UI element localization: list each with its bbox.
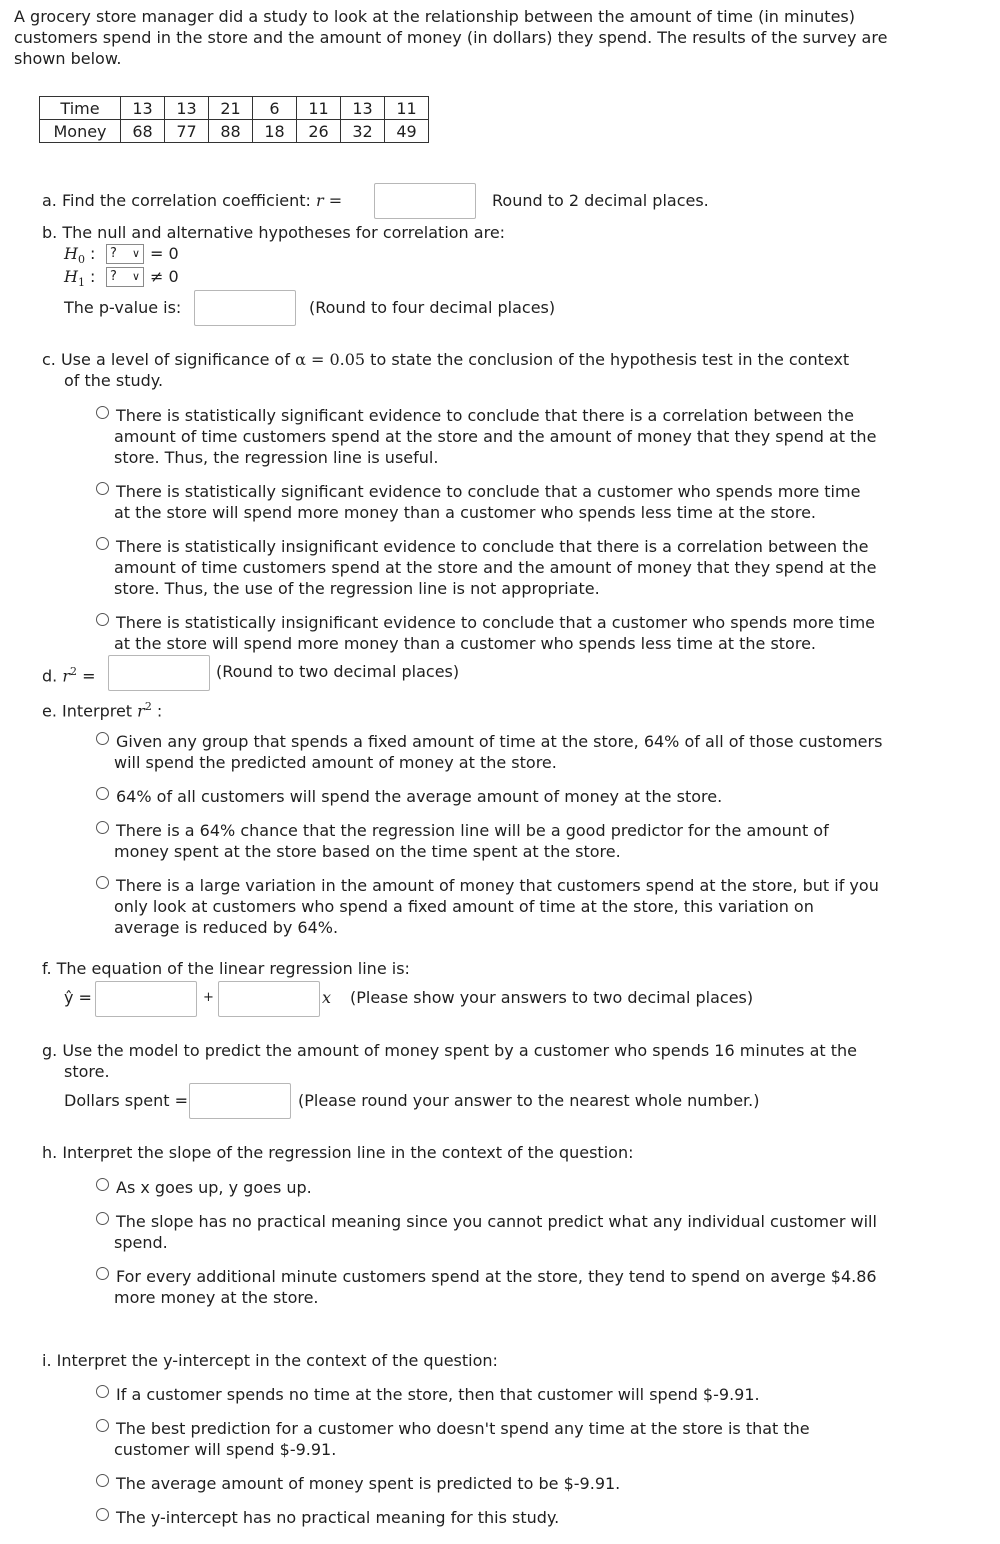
radio-i-4[interactable]	[96, 1508, 109, 1521]
option-e-4[interactable]: There is a large variation in the amount of money that customers spend at the store, but if you only look at customers who spend a fixed amount of time at the store, this variation on average is reduced by 64%.	[114, 876, 879, 937]
time-cell: 21	[209, 97, 253, 120]
time-cell: 11	[297, 97, 341, 120]
chevron-down-icon: ∨	[131, 270, 140, 283]
option-i-4[interactable]: The y-intercept has no practical meaning for this study.	[116, 1508, 560, 1527]
option-i-3[interactable]: The average amount of money spent is predicted to be $-9.91.	[116, 1474, 621, 1493]
part-d-note: (Round to two decimal places)	[216, 662, 460, 681]
option-i-1[interactable]: If a customer spends no time at the store, then that customer will spend $-9.91.	[116, 1385, 760, 1404]
pvalue-note: (Round to four decimal places)	[309, 298, 556, 317]
dollars-label: Dollars spent =	[64, 1091, 189, 1110]
part-d-prompt: d. $r^2$ =	[42, 665, 96, 686]
h1-select[interactable]: ? ∨	[106, 267, 144, 287]
radio-e-3[interactable]	[96, 821, 109, 834]
plus-sign: +	[203, 990, 214, 1005]
pvalue-input[interactable]	[194, 290, 296, 326]
h1-label: $H_1$ :	[64, 267, 96, 290]
part-b-prompt: b. The null and alternative hypotheses for correlation are:	[42, 223, 506, 242]
money-cell: 68	[121, 120, 165, 143]
dollars-input[interactable]	[189, 1083, 291, 1119]
x-variable: x	[322, 988, 332, 1007]
time-cell: 13	[121, 97, 165, 120]
radio-c-2[interactable]	[96, 482, 109, 495]
money-cell: 26	[297, 120, 341, 143]
correlation-input[interactable]	[374, 183, 476, 219]
h0-label: $H_0$ :	[64, 244, 96, 267]
time-cell: 6	[253, 97, 297, 120]
money-cell: 88	[209, 120, 253, 143]
money-cell: 18	[253, 120, 297, 143]
option-c-3[interactable]: There is statistically insignificant evidence to conclude that there is a correlation between the amount of time customers spend at the store and the amount of money that they spend at the store. Thus, the use of the regression line is not appropriate.	[114, 537, 877, 598]
row-label-time: Time	[40, 97, 121, 120]
part-a-prompt: a. Find the correlation coefficient: r =	[42, 191, 343, 210]
part-g-note: (Please round your answer to the nearest whole number.)	[298, 1091, 760, 1110]
h1-relation: ≠ 0	[150, 267, 179, 286]
chevron-down-icon: ∨	[131, 247, 140, 260]
part-c-prompt-cont: of the study.	[64, 371, 164, 390]
part-h-prompt: h. Interpret the slope of the regression line in the context of the question:	[42, 1143, 634, 1162]
option-i-2[interactable]: The best prediction for a customer who doesn't spend any time at the store is that the customer will spend $-9.91.	[114, 1419, 810, 1459]
intercept-input[interactable]	[95, 981, 197, 1017]
table-row-money	[40, 120, 429, 143]
radio-i-2[interactable]	[96, 1419, 109, 1432]
radio-c-1[interactable]	[96, 406, 109, 419]
option-c-4[interactable]: There is statistically insignificant evidence to conclude that a customer who spends more time at the store will spend more money than a customer who spends less time at the store.	[114, 613, 876, 653]
option-c-1[interactable]: There is statistically significant evidence to conclude that there is a correlation between the amount of time customers spend at the store and the amount of money that they spend at the store. Thus, the regression line is useful.	[114, 406, 877, 467]
option-h-2[interactable]: The slope has no practical meaning since you cannot predict what any individual customer will spend.	[114, 1212, 877, 1252]
radio-h-1[interactable]	[96, 1178, 109, 1191]
radio-h-3[interactable]	[96, 1267, 109, 1280]
part-i-prompt: i. Interpret the y-intercept in the context of the question:	[42, 1351, 498, 1370]
money-cell: 32	[341, 120, 385, 143]
pvalue-label: The p-value is:	[64, 298, 182, 317]
part-f-prompt: f. The equation of the linear regression line is:	[42, 959, 410, 978]
radio-c-4[interactable]	[96, 613, 109, 626]
option-e-1[interactable]: Given any group that spends a fixed amount of time at the store, 64% of all of those customers will spend the predicted amount of money at the store.	[114, 732, 883, 772]
time-cell: 13	[165, 97, 209, 120]
part-g-prompt-cont: store.	[64, 1062, 110, 1081]
time-cell: 13	[341, 97, 385, 120]
yhat-label: ŷ =	[64, 988, 92, 1007]
money-cell: 49	[385, 120, 429, 143]
radio-e-2[interactable]	[96, 787, 109, 800]
part-g-prompt: g. Use the model to predict the amount of money spent by a customer who spends 16 minutes at the	[42, 1041, 858, 1060]
radio-i-1[interactable]	[96, 1385, 109, 1398]
problem-intro: A grocery store manager did a study to look at the relationship between the amount of time (in minutes) customers spend in the store and the amount of money (in dollars) they spend. The results of the survey are shown below.	[14, 7, 888, 68]
money-cell: 77	[165, 120, 209, 143]
radio-h-2[interactable]	[96, 1212, 109, 1225]
time-cell: 11	[385, 97, 429, 120]
slope-input[interactable]	[218, 981, 320, 1017]
part-e-prompt: e. Interpret $r^2$ :	[42, 700, 163, 721]
option-e-3[interactable]: There is a 64% chance that the regression line will be a good predictor for the amount of money spent at the store based on the time spent at the store.	[114, 821, 829, 861]
part-f-note: (Please show your answers to two decimal places)	[350, 988, 754, 1007]
radio-i-3[interactable]	[96, 1474, 109, 1487]
r-squared-input[interactable]	[108, 655, 210, 691]
row-label-money: Money	[40, 120, 121, 143]
option-h-3[interactable]: For every additional minute customers spend at the store, they tend to spend on averge $4.86 more money at the store.	[114, 1267, 877, 1307]
option-c-2[interactable]: There is statistically significant evidence to conclude that a customer who spends more time at the store will spend more money than a customer who spends less time at the store.	[114, 482, 861, 522]
radio-e-4[interactable]	[96, 876, 109, 889]
option-e-2[interactable]: 64% of all customers will spend the average amount of money at the store.	[116, 787, 723, 806]
data-table	[39, 96, 429, 143]
part-a-note: Round to 2 decimal places.	[492, 191, 709, 210]
radio-c-3[interactable]	[96, 537, 109, 550]
h0-select[interactable]: ? ∨	[106, 244, 144, 264]
option-h-1[interactable]: As x goes up, y goes up.	[116, 1178, 312, 1197]
radio-e-1[interactable]	[96, 732, 109, 745]
h0-relation: = 0	[150, 244, 179, 263]
part-c-prompt: c. Use a level of significance of α = 0.05 to state the conclusion of the hypothesis test in the context	[42, 350, 850, 369]
table-row-time	[40, 97, 429, 120]
